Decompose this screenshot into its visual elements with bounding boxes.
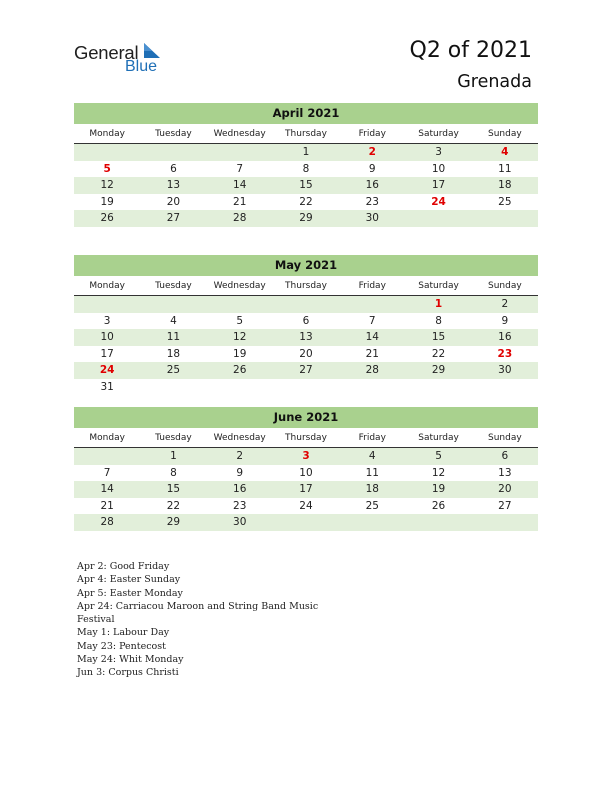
day-cell: 6 xyxy=(170,162,177,175)
week-row xyxy=(74,514,538,531)
day-cell: 4 xyxy=(368,450,376,462)
month-grid xyxy=(74,296,538,395)
day-cell: 7 xyxy=(236,162,244,175)
week-row xyxy=(74,144,538,161)
logo-general-text: General xyxy=(74,42,139,63)
day-cell: 10 xyxy=(100,331,114,343)
day-cell: 13 xyxy=(498,466,512,479)
day-cell: 3 xyxy=(435,146,442,158)
day-cell: 13 xyxy=(299,331,313,343)
day-cell: 30 xyxy=(233,516,247,528)
day-cell: 8 xyxy=(435,314,442,327)
week-row xyxy=(74,329,538,346)
day-cell: 26 xyxy=(100,212,114,224)
weekday-label: Friday xyxy=(358,433,386,443)
day-cell: 14 xyxy=(100,483,114,495)
holiday-note: Apr 5: Easter Monday xyxy=(77,587,183,599)
day-cell: 2 xyxy=(501,298,509,310)
day-cell xyxy=(140,296,206,313)
week-row xyxy=(74,362,538,379)
day-cell xyxy=(273,514,339,531)
weekday-label: Friday xyxy=(358,281,386,291)
day-cell: 6 xyxy=(501,450,509,462)
day-cell xyxy=(472,379,538,396)
weekday-label: Thursday xyxy=(285,281,327,291)
day-cell: 11 xyxy=(166,331,181,343)
week-row xyxy=(74,481,538,498)
page-title: Q2 of 2021 xyxy=(409,38,532,63)
weekday-label: Wednesday xyxy=(213,433,266,443)
weekday-label: Saturday xyxy=(418,281,459,291)
day-cell: 10 xyxy=(431,162,446,175)
weekday-label: Friday xyxy=(358,129,386,139)
day-cell: 20 xyxy=(166,195,181,208)
day-cell: 21 xyxy=(233,195,247,208)
day-cell: 25 xyxy=(365,499,379,512)
day-cell: 27 xyxy=(166,212,181,224)
month-header: May 2021 xyxy=(74,255,538,276)
holiday-notes xyxy=(77,560,337,680)
day-cell xyxy=(405,210,471,227)
holiday-day-cell: 5 xyxy=(103,162,111,175)
day-cell: 5 xyxy=(236,314,244,327)
day-cell: 9 xyxy=(236,466,244,479)
day-cell: 16 xyxy=(365,179,379,191)
day-cell: 11 xyxy=(498,162,512,175)
month-may xyxy=(74,255,538,395)
day-cell: 31 xyxy=(100,380,114,393)
week-row xyxy=(74,296,538,313)
week-row xyxy=(74,465,538,482)
month-grid xyxy=(74,448,538,531)
day-cell: 11 xyxy=(365,466,379,479)
weekday-label: Wednesday xyxy=(213,281,266,291)
day-cell xyxy=(207,379,273,396)
holiday-note: May 24: Whit Monday xyxy=(77,654,184,666)
month-grid xyxy=(74,144,538,227)
month-april xyxy=(74,103,538,227)
week-row xyxy=(74,210,538,227)
day-cell xyxy=(140,144,206,161)
week-row xyxy=(74,161,538,178)
weekday-label: Sunday xyxy=(487,129,522,139)
day-cell: 28 xyxy=(100,516,114,528)
week-row xyxy=(74,346,538,363)
logo-triangle-icon xyxy=(142,43,162,59)
holiday-day-cell: 23 xyxy=(497,347,513,360)
day-cell: 23 xyxy=(233,499,247,512)
day-cell: 24 xyxy=(299,499,313,512)
day-cell: 25 xyxy=(166,364,181,376)
day-cell xyxy=(74,448,140,465)
day-cell: 26 xyxy=(233,364,247,376)
day-cell: 8 xyxy=(302,162,310,175)
weekday-label: Sunday xyxy=(487,433,522,443)
weekday-header-row xyxy=(74,431,538,448)
holiday-note: Apr 2: Good Friday xyxy=(77,561,170,572)
day-cell: 20 xyxy=(299,347,313,360)
day-cell: 26 xyxy=(431,499,446,512)
week-row xyxy=(74,498,538,515)
weekday-label: Monday xyxy=(89,129,125,139)
day-cell xyxy=(339,296,405,313)
month-header: June 2021 xyxy=(74,407,538,428)
month-june xyxy=(74,407,538,531)
weekday-label: Sunday xyxy=(487,281,522,291)
day-cell xyxy=(207,144,273,161)
day-cell: 29 xyxy=(431,364,446,376)
weekday-label: Monday xyxy=(89,433,125,443)
day-cell: 16 xyxy=(233,483,247,495)
day-cell: 22 xyxy=(299,195,313,208)
day-cell xyxy=(472,514,538,531)
day-cell: 29 xyxy=(166,516,181,528)
logo-blue-text: Blue xyxy=(125,58,158,75)
day-cell: 20 xyxy=(498,483,512,495)
weekday-label: Thursday xyxy=(285,129,327,139)
day-cell: 22 xyxy=(166,499,181,512)
holiday-note: May 23: Pentecost xyxy=(77,640,166,652)
day-cell: 17 xyxy=(100,347,114,360)
day-cell: 30 xyxy=(498,364,512,376)
day-cell: 4 xyxy=(170,314,177,327)
holiday-note: Jun 3: Corpus Christi xyxy=(77,667,179,679)
weekday-label: Saturday xyxy=(418,433,459,443)
day-cell: 22 xyxy=(431,347,446,360)
day-cell xyxy=(273,296,339,313)
holiday-day-cell: 4 xyxy=(501,146,509,158)
holiday-day-cell: 2 xyxy=(368,146,376,158)
day-cell xyxy=(405,514,471,531)
day-cell: 15 xyxy=(166,483,181,495)
day-cell xyxy=(273,379,339,396)
day-cell: 13 xyxy=(166,179,181,191)
day-cell: 18 xyxy=(166,347,181,360)
day-cell: 6 xyxy=(302,314,310,327)
weekday-label: Thursday xyxy=(285,433,327,443)
holiday-day-cell: 24 xyxy=(99,364,115,376)
day-cell: 28 xyxy=(365,364,379,376)
day-cell xyxy=(207,296,273,313)
weekday-header-row xyxy=(74,279,538,296)
month-header: April 2021 xyxy=(74,103,538,124)
day-cell: 10 xyxy=(299,466,313,479)
day-cell: 7 xyxy=(368,314,376,327)
day-cell: 2 xyxy=(236,450,244,462)
day-cell: 14 xyxy=(233,179,247,191)
day-cell: 1 xyxy=(302,146,310,158)
day-cell: 7 xyxy=(103,466,111,479)
day-cell: 15 xyxy=(299,179,313,191)
holiday-note: Apr 24: Carriacou Maroon and String Band Music Festival xyxy=(77,600,319,626)
day-cell: 18 xyxy=(365,483,379,495)
holiday-day-cell: 3 xyxy=(302,450,310,462)
day-cell: 21 xyxy=(100,499,114,512)
weekday-label: Tuesday xyxy=(155,129,192,139)
weekday-label: Tuesday xyxy=(155,281,192,291)
day-cell: 9 xyxy=(368,162,376,175)
day-cell: 5 xyxy=(435,450,442,462)
weekday-label: Monday xyxy=(89,281,125,291)
week-row xyxy=(74,313,538,330)
holiday-day-cell: 24 xyxy=(431,195,446,208)
day-cell: 19 xyxy=(233,347,247,360)
day-cell: 29 xyxy=(299,212,313,224)
day-cell: 27 xyxy=(299,364,313,376)
day-cell: 27 xyxy=(498,499,512,512)
day-cell: 28 xyxy=(233,212,247,224)
week-row xyxy=(74,448,538,465)
week-row xyxy=(74,177,538,194)
day-cell: 21 xyxy=(365,347,379,360)
holiday-day-cell: 1 xyxy=(434,298,443,310)
weekday-label: Tuesday xyxy=(155,433,192,443)
country-name: Grenada xyxy=(457,72,532,92)
weekday-header-row xyxy=(74,127,538,144)
day-cell xyxy=(339,514,405,531)
day-cell xyxy=(472,210,538,227)
day-cell xyxy=(140,379,206,396)
day-cell: 19 xyxy=(431,483,446,495)
weekday-label: Saturday xyxy=(418,129,459,139)
day-cell: 30 xyxy=(365,212,379,224)
holiday-note: May 1: Labour Day xyxy=(77,627,170,639)
week-row xyxy=(74,379,538,396)
week-row xyxy=(74,194,538,211)
day-cell: 16 xyxy=(498,331,512,343)
day-cell: 12 xyxy=(100,179,114,191)
day-cell: 3 xyxy=(103,314,111,327)
day-cell: 9 xyxy=(501,314,509,327)
day-cell: 17 xyxy=(299,483,313,495)
day-cell: 15 xyxy=(431,331,446,343)
day-cell: 14 xyxy=(365,331,379,343)
day-cell: 12 xyxy=(431,466,446,479)
day-cell: 19 xyxy=(100,195,114,208)
day-cell xyxy=(74,144,140,161)
day-cell xyxy=(339,379,405,396)
day-cell: 23 xyxy=(365,195,379,208)
weekday-label: Wednesday xyxy=(213,129,266,139)
day-cell: 8 xyxy=(170,466,177,479)
day-cell: 12 xyxy=(233,331,247,343)
day-cell: 18 xyxy=(498,179,512,191)
day-cell xyxy=(74,296,140,313)
day-cell: 25 xyxy=(498,195,512,208)
day-cell: 1 xyxy=(170,450,177,462)
day-cell xyxy=(405,379,471,396)
day-cell: 17 xyxy=(431,179,446,191)
holiday-note: Apr 4: Easter Sunday xyxy=(77,574,181,586)
